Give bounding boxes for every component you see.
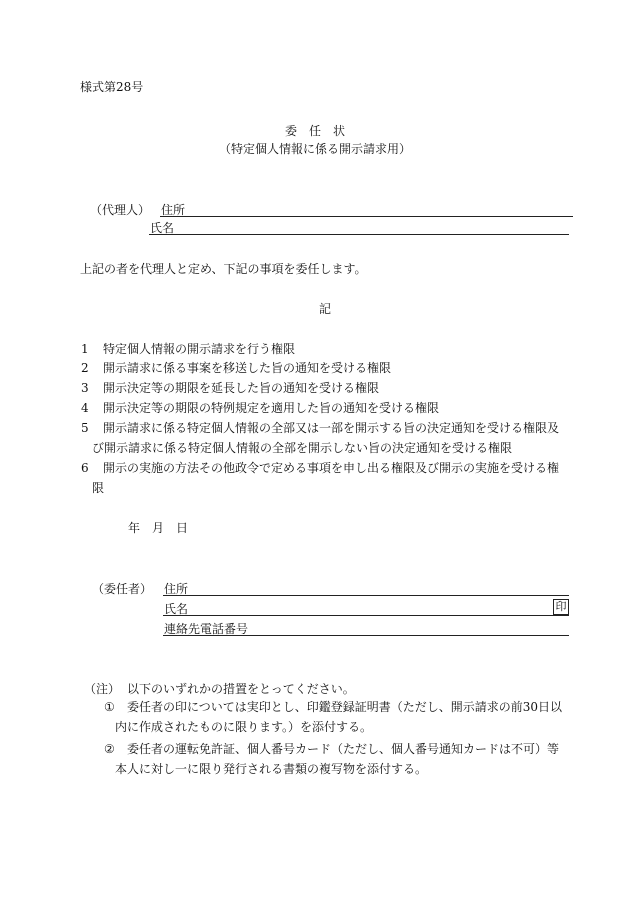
list-item-number: 1 bbox=[81, 342, 89, 356]
list-item-continuation: 限 bbox=[92, 481, 105, 495]
principal-phone-label: 連絡先電話番号 bbox=[164, 622, 249, 636]
notes-intro: 以下のいずれかの措置をとってください。 bbox=[127, 682, 355, 696]
list-item-text: 開示請求に係る特定個人情報の全部又は一部を開示する旨の決定通知を受ける権限及 bbox=[103, 421, 560, 435]
list-item-text: 開示決定等の期限の特例規定を適用した旨の通知を受ける権限 bbox=[103, 401, 440, 415]
note-text-continuation: 内に作成されたものに限ります。）を添付する。 bbox=[115, 720, 373, 734]
agent-name-label: 氏名 bbox=[150, 221, 175, 235]
list-item-continuation: び開示請求に係る特定個人情報の全部を開示しない旨の決定通知を受ける権限 bbox=[92, 441, 513, 455]
form-title: 委 任 状 bbox=[284, 124, 345, 138]
list-item-number: 5 bbox=[81, 421, 89, 435]
agent-address-label: 住所 bbox=[161, 203, 186, 217]
agent-address-field[interactable] bbox=[160, 216, 573, 217]
list-item-number: 6 bbox=[81, 461, 89, 475]
principal-address-field[interactable] bbox=[163, 595, 569, 596]
principal-name-label: 氏名 bbox=[164, 602, 189, 616]
note-text: 委任者の運転免許証、個人番号カード（ただし、個人番号通知カードは不可）等 bbox=[127, 742, 560, 756]
list-item-text: 開示の実施の方法その他政令で定める事項を申し出る権限及び開示の実施を受ける権 bbox=[103, 461, 560, 475]
note-text: 委任者の印については実印とし、印鑑登録証明書（ただし、開示請求の前30日以 bbox=[127, 700, 563, 714]
principal-label: （委任者） bbox=[92, 582, 153, 596]
note-number: ② bbox=[104, 742, 115, 756]
agent-name-field[interactable] bbox=[149, 234, 569, 235]
note-text-continuation: 本人に対し一に限り発行される書類の複写物を添付する。 bbox=[115, 762, 428, 776]
agent-label: （代理人） bbox=[90, 203, 151, 217]
seal-mark: 印 bbox=[553, 599, 569, 615]
principal-name-field[interactable] bbox=[163, 615, 569, 616]
form-number: 様式第28号 bbox=[80, 80, 144, 94]
list-item-number: 4 bbox=[81, 401, 89, 415]
list-item-text: 特定個人情報の開示請求を行う権限 bbox=[103, 342, 296, 356]
note-number: ① bbox=[104, 700, 115, 714]
list-item-number: 2 bbox=[81, 361, 89, 375]
list-item-text: 開示決定等の期限を延長した旨の通知を受ける権限 bbox=[103, 381, 380, 395]
date-field[interactable]: 年 月 日 bbox=[128, 521, 189, 535]
list-item-number: 3 bbox=[81, 381, 89, 395]
principal-phone-field[interactable] bbox=[163, 635, 569, 636]
list-item-text: 開示請求に係る事案を移送した旨の通知を受ける権限 bbox=[103, 361, 392, 375]
ki-heading: 記 bbox=[318, 302, 331, 316]
notes-label: （注） bbox=[84, 682, 121, 696]
form-subtitle: （特定個人情報に係る開示請求用） bbox=[218, 142, 411, 156]
principal-address-label: 住所 bbox=[164, 582, 189, 596]
delegation-statement: 上記の者を代理人と定め、下記の事項を委任します。 bbox=[80, 262, 367, 276]
